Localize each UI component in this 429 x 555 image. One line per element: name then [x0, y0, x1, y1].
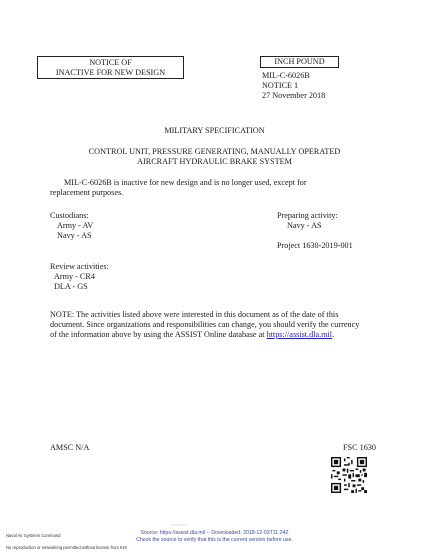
note-line-2: document. Since organizations and responsibilities can change, you should verify the currency: [50, 320, 360, 329]
review-heading: Review activities:: [50, 262, 109, 271]
note-line-3-prefix: of the information above by using the ASSIST Online database at: [50, 330, 267, 339]
assist-link[interactable]: https://assist.dla.mil: [266, 330, 333, 339]
inactive-statement: [50, 178, 307, 198]
title-line-1: CONTROL UNIT, PRESSURE GENERATING, MANUALLY OPERATED: [88, 147, 341, 156]
footer-left-line-1: Naval Air Systems Command: [6, 533, 61, 538]
document-id-block: [262, 71, 325, 101]
inch-pound-label: INCH POUND: [274, 57, 325, 66]
custodians-heading: Custodians:: [50, 211, 89, 220]
notice-number: NOTICE 1: [262, 81, 299, 90]
title-line-2: AIRCRAFT HYDRAULIC BRAKE SYSTEM: [137, 157, 292, 166]
statement-line-2: replacement purposes.: [50, 188, 124, 197]
note-paragraph: [50, 310, 359, 340]
review-activities-block: [50, 262, 109, 292]
qr-code: [331, 457, 367, 496]
preparing-navy: Navy - AS: [287, 221, 322, 230]
custodian-army: Army - AV: [57, 221, 94, 230]
preparing-heading: Preparing activity:: [277, 211, 338, 220]
notice-date: 27 November 2018: [262, 91, 326, 100]
spec-heading: MILITARY SPECIFICATION: [164, 126, 265, 135]
notice-box-line-2: INACTIVE FOR NEW DESIGN: [55, 68, 166, 77]
preparing-activity-block: [277, 211, 353, 251]
review-dla: DLA - GS: [54, 282, 88, 291]
review-army: Army - CR4: [54, 272, 95, 281]
inch-pound-box: [260, 56, 339, 68]
source-download-line: Source: https://assist.dla.mil -- Downloaded: 2018-12-03T11:24Z: [140, 530, 289, 536]
fsc-label: FSC 1630: [343, 443, 376, 452]
statement-line-1: MIL-C-6026B is inactive for new design and is no longer used, except for: [64, 178, 307, 187]
notice-box: [37, 56, 184, 79]
watermark-line: • • • • • • •: [172, 523, 187, 527]
notice-box-line-1: NOTICE OF: [89, 58, 132, 67]
note-line-3: [50, 330, 359, 340]
amsc-label: AMSC N/A: [50, 443, 90, 452]
custodians-block: [50, 211, 93, 241]
source-verify-line: Check the source to verify that this is the current version before use.: [136, 537, 293, 543]
footer-left-line-2: No reproduction or networking permitted without license from IHS: [6, 545, 128, 550]
custodian-navy: Navy - AS: [57, 231, 92, 240]
project-number: Project 1630-2019-001: [277, 241, 353, 250]
document-id: MIL-C-6026B: [262, 71, 310, 80]
qr-code-icon: [331, 457, 367, 493]
note-line-1: NOTE: The activities listed above were interested in this document as of the date of this: [50, 310, 339, 319]
note-line-3-suffix: .: [332, 330, 335, 339]
